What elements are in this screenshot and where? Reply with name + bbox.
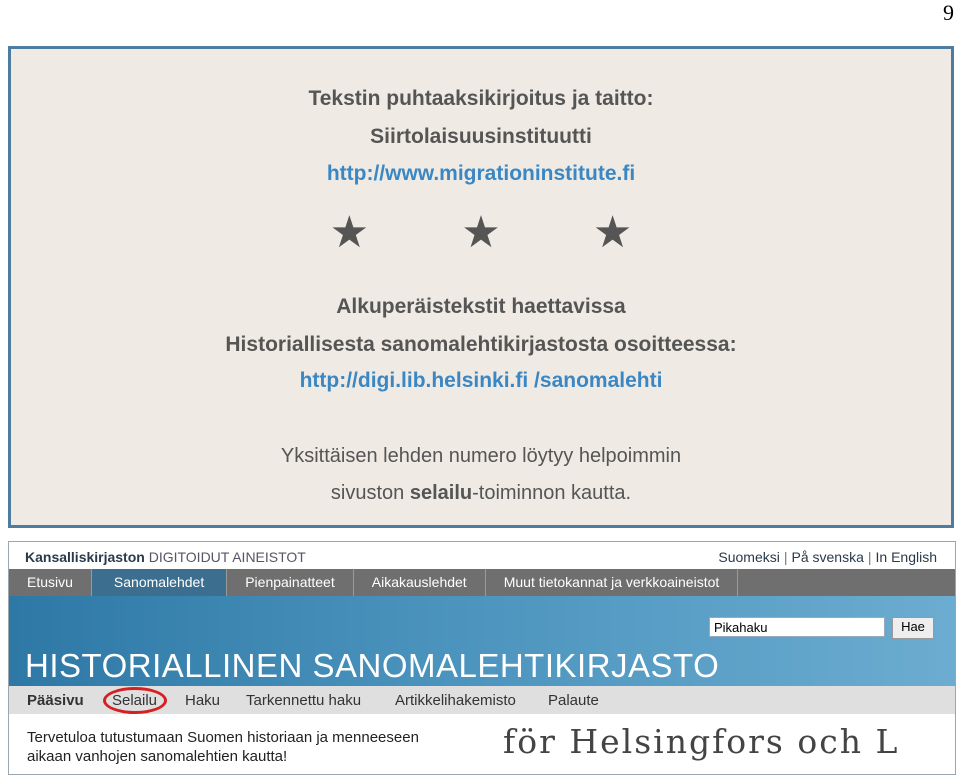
sub-nav: [9, 686, 955, 714]
main-nav: [9, 569, 955, 596]
subnav-artikkelihakemisto[interactable]: Artikkelihakemisto: [395, 692, 516, 709]
welcome-line-1: Tervetuloa tutustumaan Suomen historiaan ja menneeseen: [27, 729, 419, 746]
top-bar: [9, 542, 955, 569]
nav-muut-tietokannat[interactable]: Muut tietokannat ja verkkoaineistot: [486, 569, 739, 596]
tip-post: -toiminnon kautta.: [472, 482, 632, 504]
info-box: [8, 46, 954, 528]
nav-sanomalehdet[interactable]: Sanomalehdet: [92, 569, 227, 596]
quick-search-input[interactable]: [709, 617, 885, 637]
nav-etusivu[interactable]: Etusivu: [9, 569, 92, 596]
source-text: Historiallisesta sanomalehtikirjastosta osoitteessa:: [225, 333, 737, 356]
tip-line-1: Yksittäisen lehden numero löytyy helpoimmin: [280, 445, 682, 467]
institute-link[interactable]: http://www.migrationinstitute.fi: [326, 162, 636, 185]
credit-institute: Siirtolaisuusinstituutti: [370, 125, 592, 148]
digi-link[interactable]: http://digi.lib.helsinki.fi /sanomalehti: [299, 369, 663, 392]
site-title: HISTORIALLINEN SANOMALEHTIKIRJASTO: [25, 647, 720, 684]
tip-pre: sivuston: [330, 482, 410, 504]
subnav-haku[interactable]: Haku: [185, 692, 221, 709]
brand-subtitle: DIGITOIDUT AINEISTOT: [148, 549, 306, 565]
brand-name: Kansalliskirjaston: [25, 549, 145, 565]
subnav-palaute[interactable]: Palaute: [548, 692, 599, 709]
source-heading: Alkuperäistekstit haettavissa: [336, 295, 626, 318]
star-divider: ★ ★ ★: [329, 208, 673, 257]
lang-separator: |: [867, 549, 872, 565]
site-banner: [9, 596, 955, 686]
welcome-line-2: aikaan vanhojen sanomalehtien kautta!: [27, 748, 288, 765]
nav-aikakauslehdet[interactable]: Aikakauslehdet: [354, 569, 486, 596]
website-screenshot: [8, 541, 956, 775]
language-selector: [714, 549, 941, 565]
brand: [25, 549, 306, 565]
credit-heading: Tekstin puhtaaksikirjoitus ja taitto:: [308, 87, 654, 110]
lang-english[interactable]: In English: [875, 549, 937, 565]
lang-swedish[interactable]: På svenska: [791, 549, 864, 565]
subnav-paasivu[interactable]: Pääsivu: [27, 692, 84, 709]
lang-separator: |: [783, 549, 788, 565]
highlight-circle: [103, 687, 167, 714]
nav-pienpainatteet[interactable]: Pienpainatteet: [227, 569, 354, 596]
subnav-selailu[interactable]: Selailu: [112, 692, 158, 709]
newspaper-heading-image: för Helsingfors och L: [503, 722, 900, 761]
tip-bold-selailu: selailu: [409, 482, 473, 504]
lang-finnish[interactable]: Suomeksi: [718, 549, 780, 565]
page-number: 9: [943, 0, 954, 25]
subnav-tarkennettu-haku[interactable]: Tarkennettu haku: [246, 692, 362, 709]
welcome-text: [27, 728, 419, 766]
tip-line-2: [11, 482, 951, 505]
search-button[interactable]: Hae: [892, 617, 934, 639]
